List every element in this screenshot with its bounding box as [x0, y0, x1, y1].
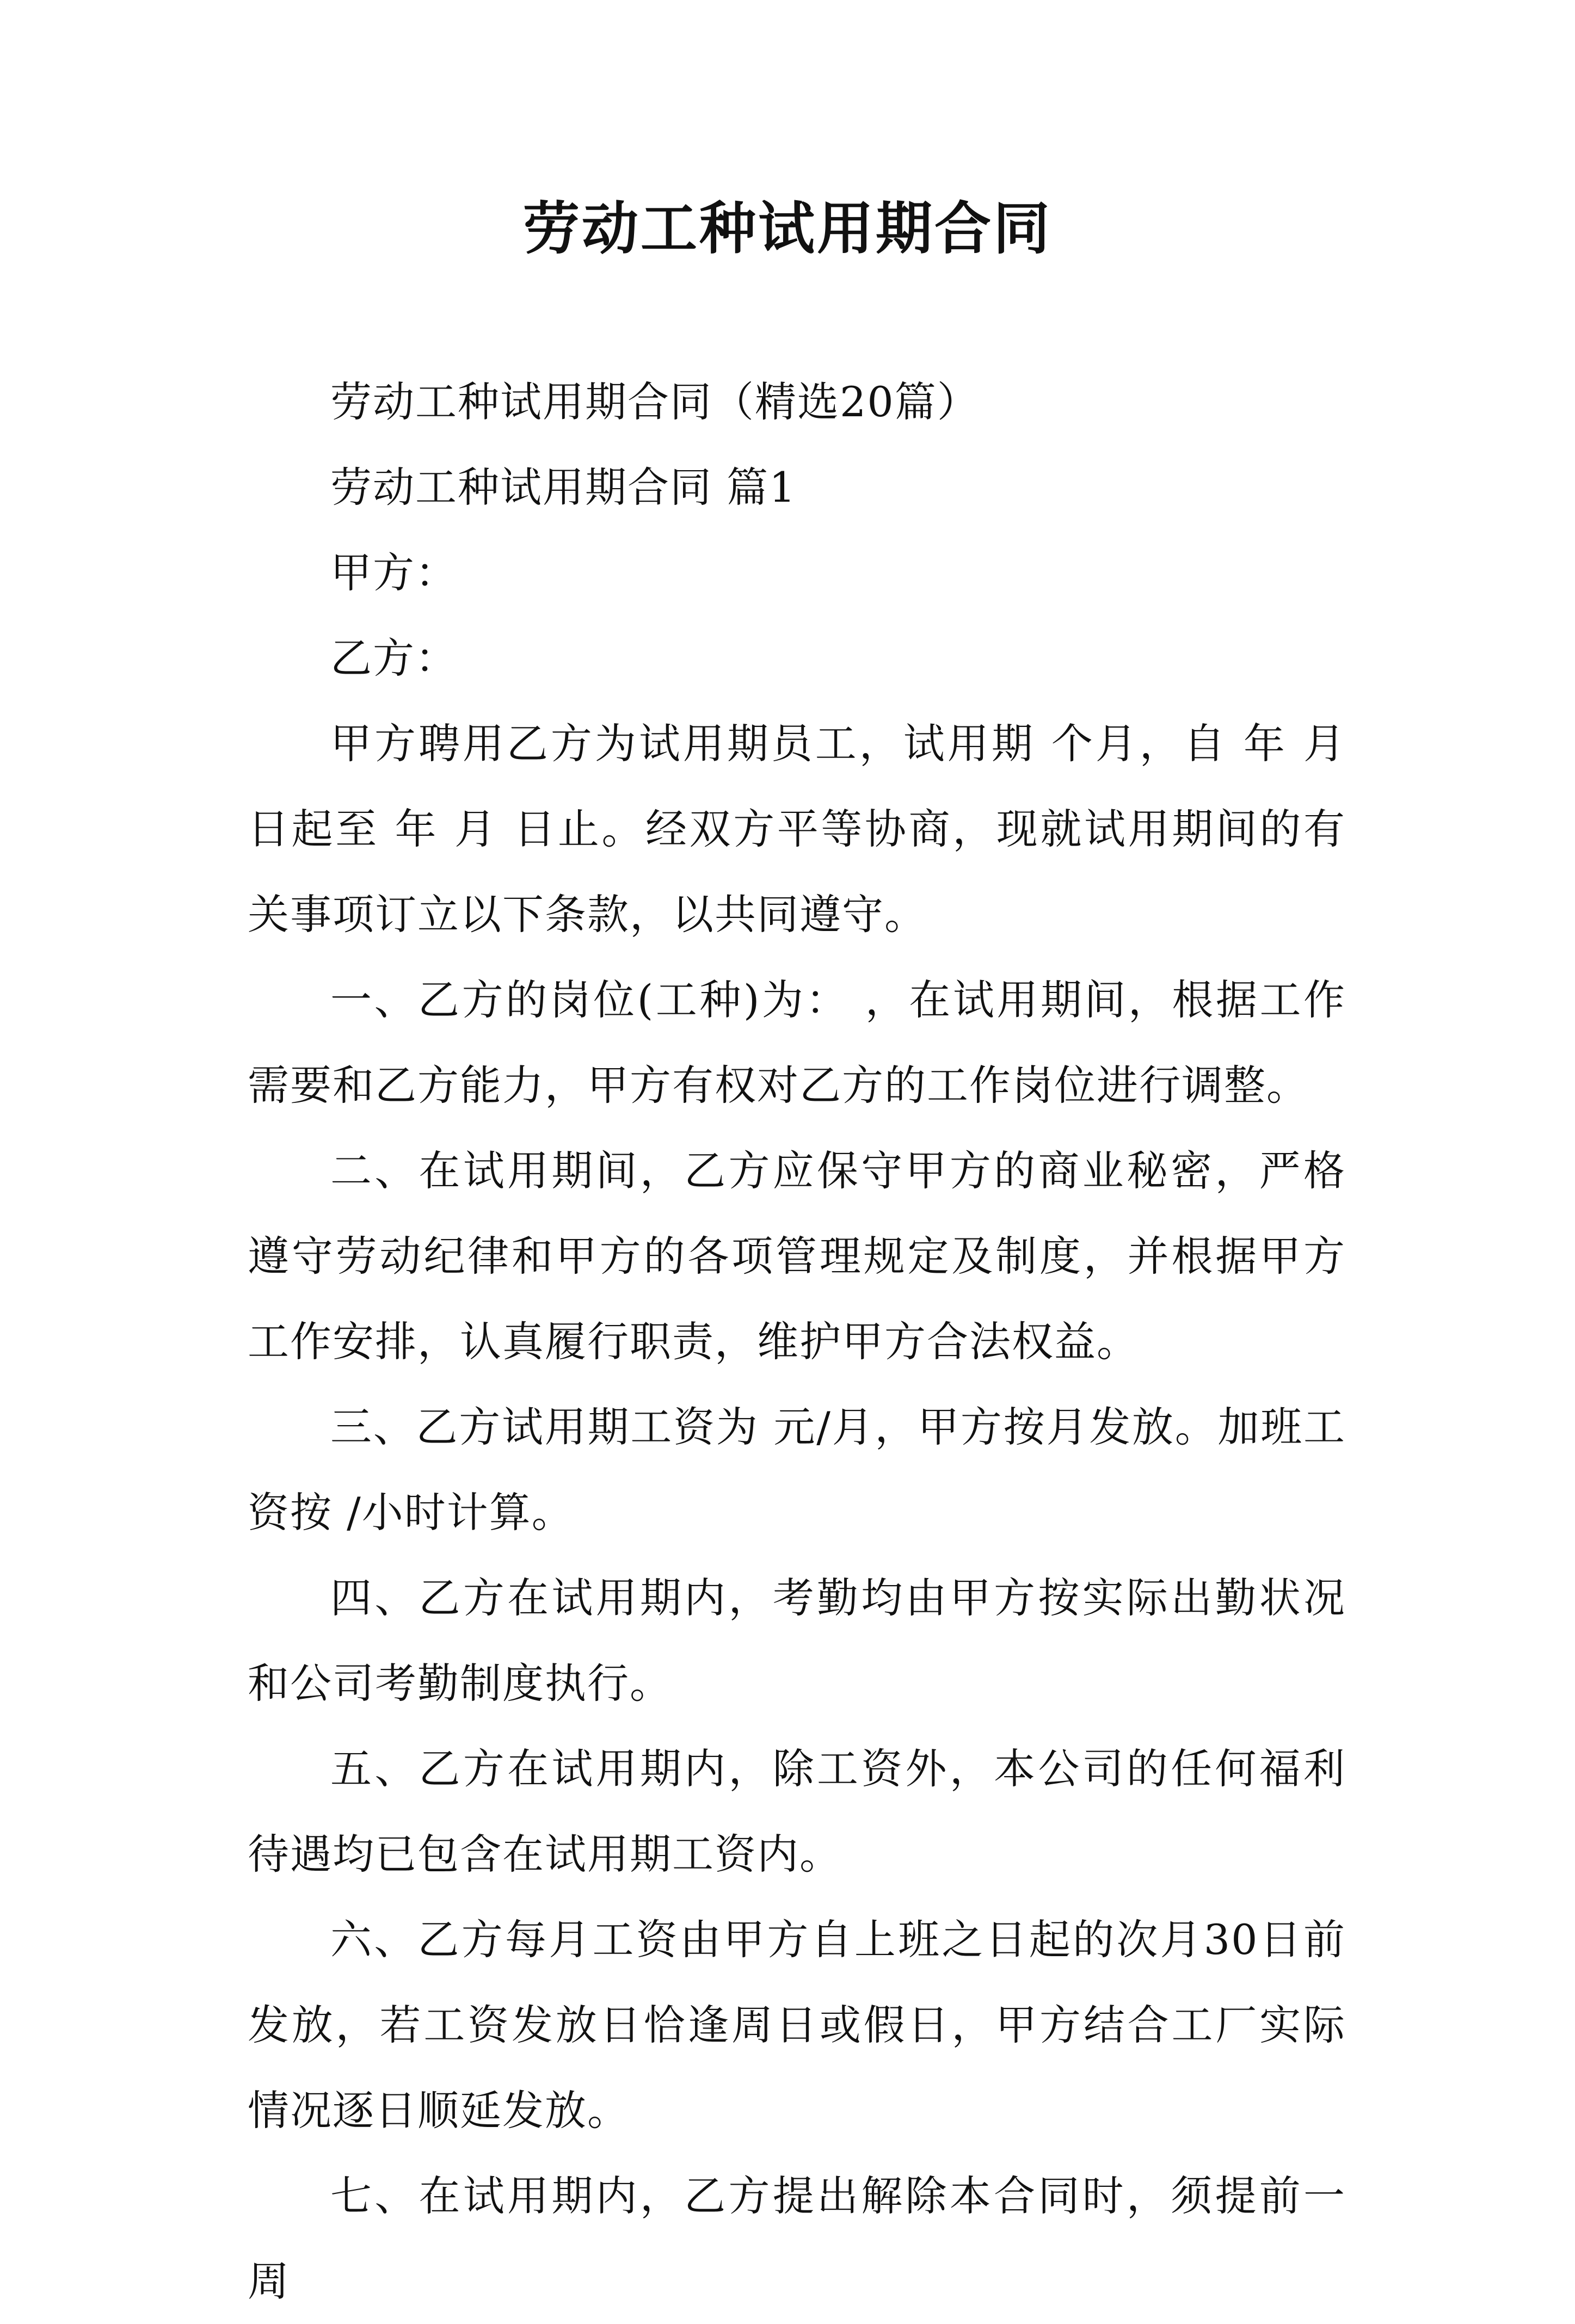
paragraph-section-heading: 劳动工种试用期合同 篇1: [330, 463, 797, 511]
paragraph-subtitle: 劳动工种试用期合同（精选20篇）: [330, 378, 980, 426]
document-body: [248, 359, 1346, 2324]
paragraph-clause-3: 三、乙方试用期工资为 元/月，甲方按月发放。加班工资按 /小时计算。: [248, 1403, 1346, 1537]
paragraph-clause-7: 七、在试用期内，乙方提出解除本合同时，须提前一周: [248, 2172, 1346, 2305]
paragraph-clause-1: 一、乙方的岗位(工种)为： ，在试用期间，根据工作需要和乙方能力，甲方有权对乙方的工作岗位进行调整。: [248, 976, 1346, 1109]
document-title: 劳动工种试用期合同: [522, 195, 1052, 262]
paragraph-party-a: 甲方：: [330, 548, 458, 597]
paragraph-clause-4: 四、乙方在试用期内，考勤均由甲方按实际出勤状况和公司考勤制度执行。: [248, 1574, 1346, 1707]
paragraph-clause-5: 五、乙方在试用期内，除工资外，本公司的任何福利待遇均已包含在试用期工资内。: [248, 1744, 1346, 1878]
paragraph-intro: 甲方聘用乙方为试用期员工，试用期 个月，自 年 月 日起至 年 月 日止。经双方平等协商，现就试用期间的有关事项订立以下条款，以共同遵守。: [248, 719, 1346, 939]
paragraph-clause-2: 二、在试用期间，乙方应保守甲方的商业秘密，严格遵守劳动纪律和甲方的各项管理规定及制度，并根据甲方工作安排，认真履行职责，维护甲方合法权益。: [248, 1146, 1346, 1366]
paragraph-clause-6: 六、乙方每月工资由甲方自上班之日起的次月30日前发放，若工资发放日恰逢周日或假日，甲方结合工厂实际情况逐日顺延发放。: [248, 1915, 1346, 2135]
paragraph-party-b: 乙方：: [330, 634, 458, 682]
